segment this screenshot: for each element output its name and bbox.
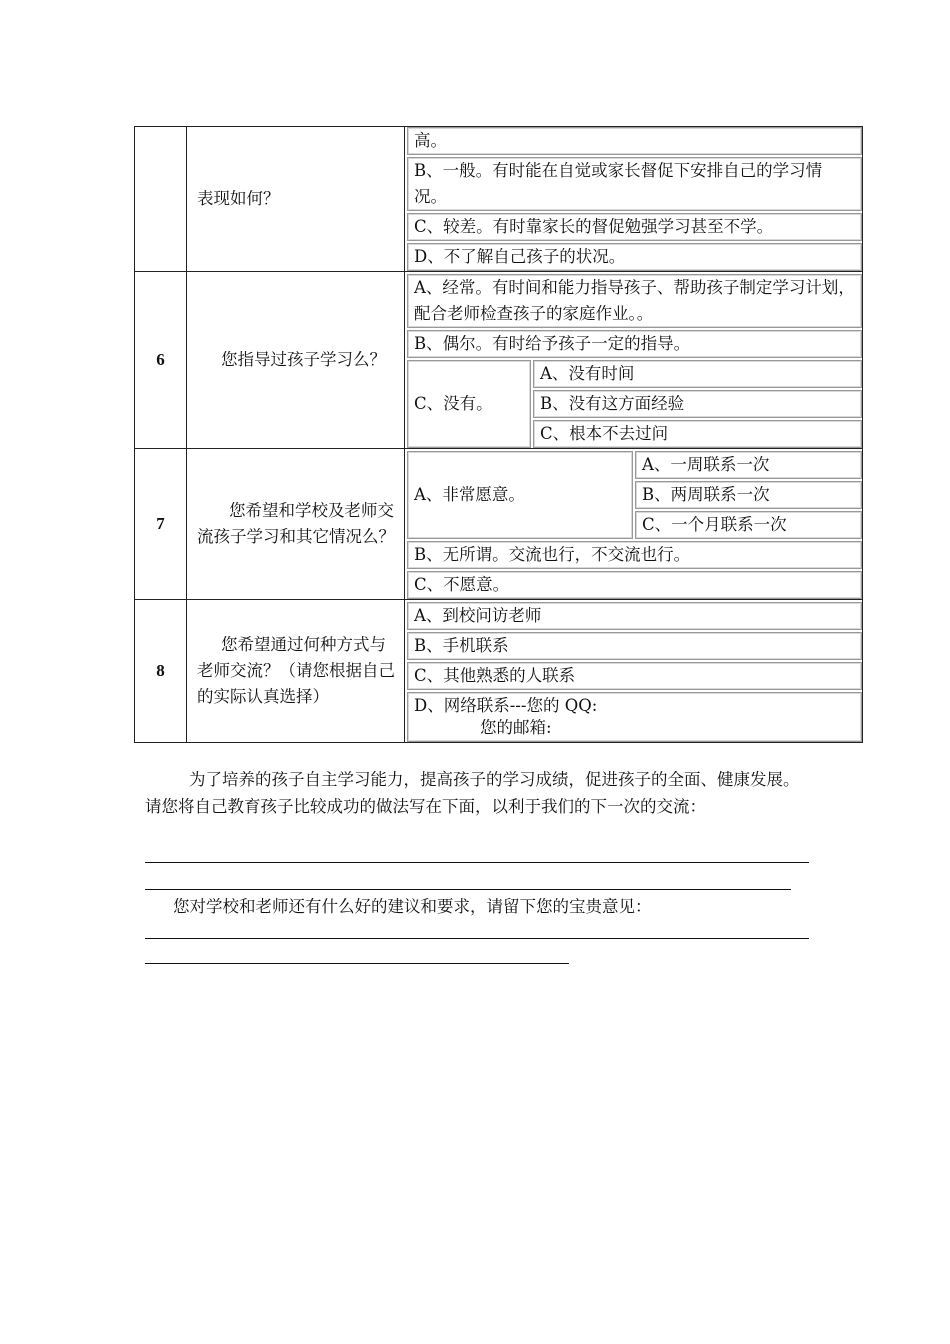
sub-option-item: C、根本不去过问 (533, 420, 862, 448)
option-item: C、较差。有时靠家长的督促勉强学习甚至不学。 (407, 213, 862, 241)
option-item: B、一般。有时能在自觉或家长督促下安排自己的学习情况。 (407, 157, 862, 211)
options-cell (405, 600, 863, 743)
sub-option-item: A、没有时间 (533, 360, 862, 388)
option-group (407, 360, 862, 448)
table-row (135, 272, 863, 449)
option-item (407, 692, 862, 742)
option-item: 高。 (407, 127, 862, 155)
survey-table (134, 126, 863, 743)
table-row (135, 600, 863, 743)
question-label: 表现如何？ (197, 189, 280, 208)
question-text (187, 600, 405, 743)
paragraph-practice: 为了培养的孩子自主学习能力，提高孩子的学习成绩，促进孩子的全面、健康发展。请您将自己教育孩子比较成功的做法写在下面，以利于我们的下一次的交流： (145, 770, 800, 816)
sub-options (633, 451, 862, 539)
options-cell (405, 272, 863, 449)
option-item: D、不了解自己孩子的状况。 (407, 243, 862, 271)
paragraph-suggestions: 您对学校和老师还有什么好的建议和要求，请留下您的宝贵意见： (173, 897, 652, 916)
answer-line (145, 889, 791, 890)
answer-line (145, 963, 569, 964)
question-label: 您希望和学校及老师交流孩子学习和其它情况么？ (197, 501, 395, 546)
email-label: 您的邮箱: (480, 718, 552, 737)
question-text (187, 127, 405, 272)
answer-line (145, 862, 809, 863)
option-group (407, 451, 862, 539)
question-text (187, 449, 405, 600)
question-text (187, 272, 405, 449)
question-number (135, 127, 187, 272)
option-item: B、偶尔。有时给予孩子一定的指导。 (407, 330, 862, 358)
option-item: B、手机联系 (407, 632, 862, 660)
option-item: B、无所谓。交流也行，不交流也行。 (407, 541, 862, 569)
options-cell (405, 127, 863, 272)
question-label: 您希望通过何种方式与老师交流？（请您根据自己的实际认真选择） (197, 635, 395, 706)
question-number: 6 (135, 272, 187, 449)
option-item: C、不愿意。 (407, 571, 862, 599)
option-item: C、没有。 (407, 360, 531, 448)
sub-option-item: B、两周联系一次 (635, 481, 862, 509)
sub-option-item: A、一周联系一次 (635, 451, 862, 479)
option-item: C、其他熟悉的人联系 (407, 662, 862, 690)
table-row (135, 449, 863, 600)
question-number: 7 (135, 449, 187, 600)
sub-option-item: C、一个月联系一次 (635, 511, 862, 539)
answer-line (145, 938, 809, 939)
question-number: 8 (135, 600, 187, 743)
table-row (135, 127, 863, 272)
qq-label: D、网络联系---您的 QQ: (414, 696, 598, 715)
option-item: A、非常愿意。 (407, 451, 633, 539)
option-item: A、经常。有时间和能力指导孩子、帮助孩子制定学习计划，配合老师检查孩子的家庭作业。。 (407, 274, 862, 328)
options-cell (405, 449, 863, 600)
question-label: 您指导过孩子学习么？ (221, 350, 386, 369)
sub-option-item: B、没有这方面经验 (533, 390, 862, 418)
sub-options (531, 360, 862, 448)
option-item: A、到校问访老师 (407, 602, 862, 630)
